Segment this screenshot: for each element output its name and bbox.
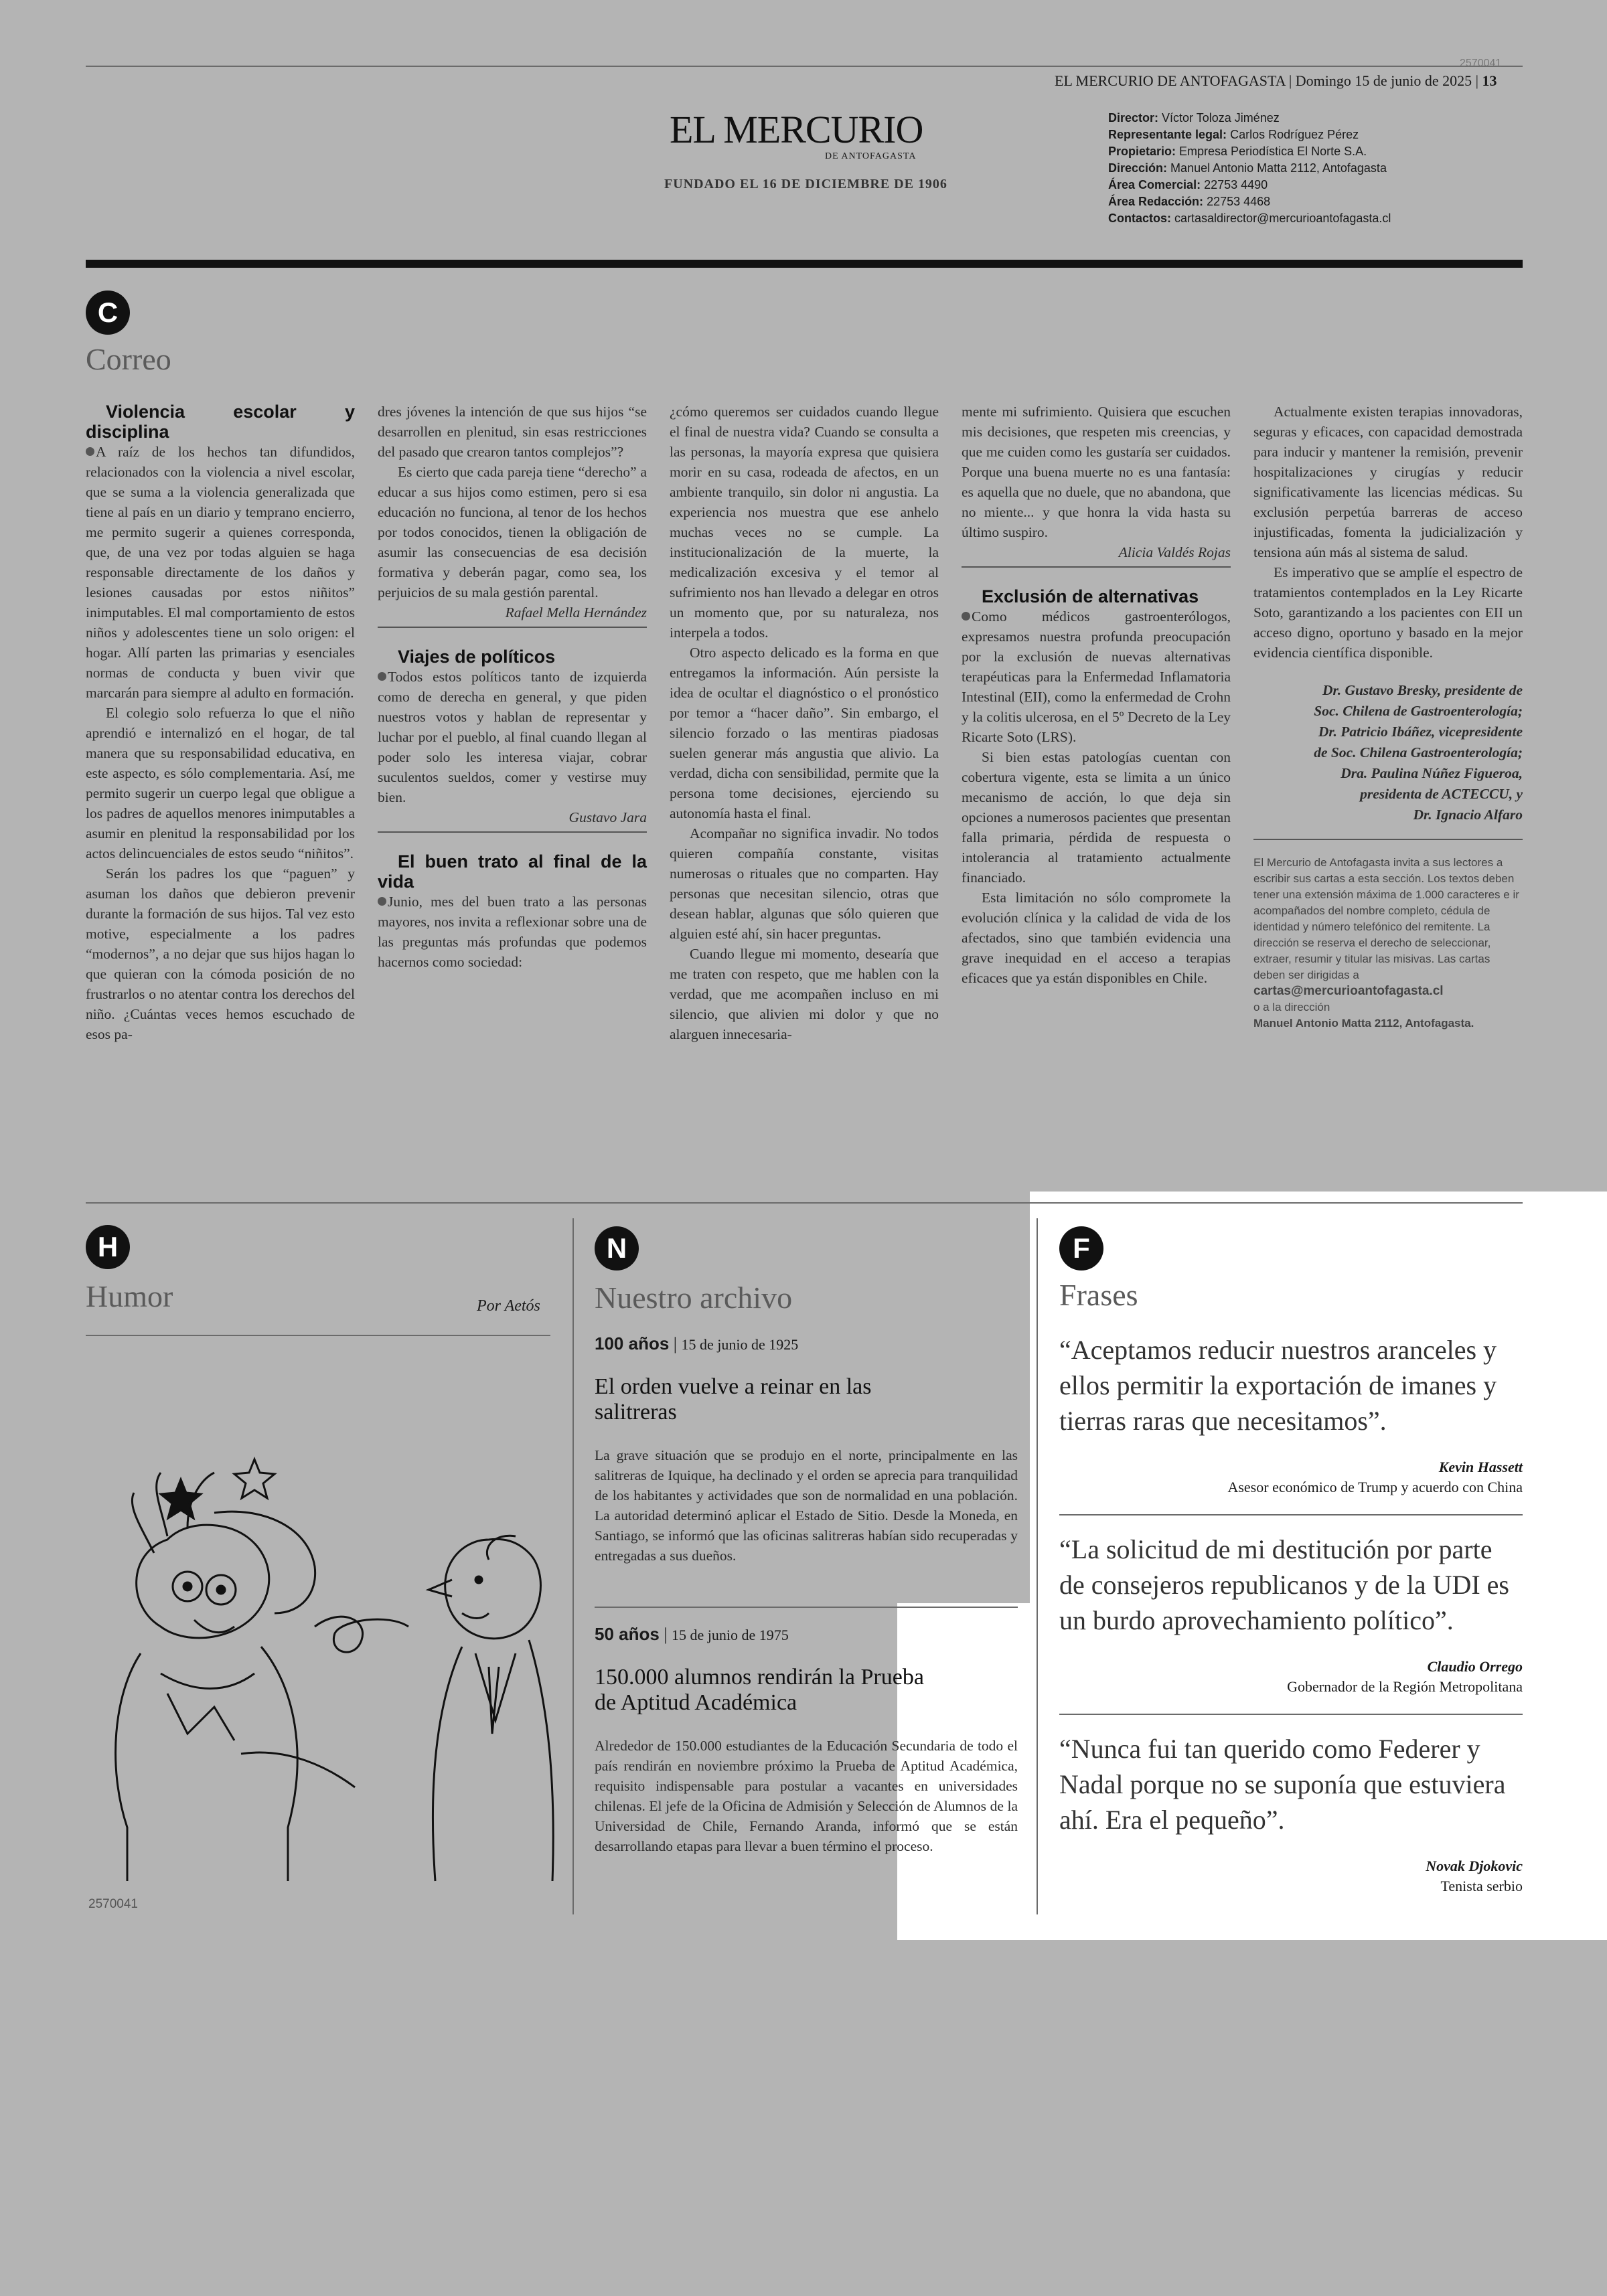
staff-director: Director: Víctor Toloza Jiménez [1108, 111, 1280, 125]
humor-byline: Por Aetós [477, 1297, 540, 1315]
archive-date: 50 años | 15 de junio de 1975 [595, 1624, 789, 1644]
correo-title: Correo [86, 342, 171, 376]
folio-page: 13 [1482, 72, 1497, 89]
letters-email[interactable]: cartas@mercurioantofagasta.cl [1253, 984, 1444, 998]
quote-block [1059, 1532, 1523, 1696]
staff-legal: Representante legal: Carlos Rodríguez Pérez [1108, 128, 1359, 141]
correo-col-2 [378, 402, 647, 972]
letter-paragraph: Es cierto que cada pareja tiene “derecho” a educar a sus hijos como estimen, pero si esa educación no funciona, al tenor de los hechos por todos conocidos, tienen la obligación de asumir las consecuencias de esa decisión formativa y deberán pagar, como sea, los perjuicios de su mala gestión parental. [378, 464, 647, 600]
masthead-founded: FUNDADO EL 16 DE DICIEMBRE DE 1906 [664, 177, 947, 191]
letter-paragraph: Como médicos gastroenterólogos, expresamos nuestra profunda preocupación por la exclusión de nuevas alternativas terapéuticas para la Enfermedad Inflamatoria Intestinal (EII), como la enfermedad de Crohn y la colitis ulcerosa, en el 5º Decreto de la Ley Ricarte Soto (LRS). [962, 608, 1231, 745]
quote-text: “Nunca fui tan querido como Federer y Nadal porque no se suponía que estuviera ahí. Era el pequeño”. [1059, 1734, 1506, 1835]
letter-signature: Alicia Valdés Rojas [1118, 544, 1231, 560]
letter-heading: El buen trato al final de la vida [378, 851, 647, 892]
humor-cartoon [87, 1453, 556, 1894]
staff-commercial: Área Comercial: 22753 4490 [1108, 178, 1268, 191]
quote-author: Novak Djokovic [1426, 1858, 1523, 1874]
frases-badge: F [1059, 1226, 1103, 1270]
bullet-icon [962, 612, 970, 621]
vertical-rule-2 [1037, 1218, 1038, 1914]
letter-signers: Dr. Gustavo Bresky, presidente de Soc. Chilena de Gastroenterología; Dr. Patricio Ibáñez, vicepresidente de Soc. Chilena Gastroenterología; Dra. Paulina Núñez Figueroa, presidenta de ACTECCU, y Dr. Ignacio Alfaro [1314, 682, 1523, 823]
quote-role: Asesor económico de Trump y acuerdo con China [1227, 1479, 1523, 1495]
staff-address: Dirección: Manuel Antonio Matta 2112, Antofagasta [1108, 161, 1387, 175]
correo-bottom-rule [86, 1202, 1523, 1204]
quote-author: Kevin Hassett [1438, 1459, 1523, 1475]
archive-divider [595, 1607, 1018, 1608]
letter-paragraph: A raíz de los hechos tan difundidos, relacionados con la violencia a nivel escolar, que se suma a la violencia generalizada que tiene al país en un diario y temprano encierro, me permito sugerir a quienes corresponda, que, de una vez por todas alguien se haga responsable directamente de los daños y lesiones causadas por estos niñitos” inimputables. El mal comportamiento de estos niños y adolescentes tiene un solo origen: el hogar. Allí parten las primarias y esenciales normas de conducta y buen vivir que marcarán para siempre al adulto en formación. [86, 444, 355, 701]
letter-paragraph: Otro aspecto delicado es la forma en que entregamos la información. Aún persiste la idea de ocultar el diagnóstico o el pronóstico por temor a “hacer daño”. Sin embargo, el silencio forzado o las mentiras piadosas suelen generar más angustia que alivio. La verdad, dicha con sensibilidad, permite que la persona tome decisiones, ejerciendo su autonomía hasta el final. [670, 645, 939, 821]
letter-paragraph: Todos estos políticos tanto de izquierda como de derecha en general, y que piden nuestros votos y hablan de representar y luchar por el pueblo, al final cuando llegan al poder solo les interesa viajar, cobrar suculentos sueldos, comer y vestirse muy bien. [378, 669, 647, 805]
letters-notice: El Mercurio de Antofagasta invita a sus lectores a escribir sus cartas a esta sección. Los textos deben tener una extensión máxima de 1.000 caracteres e ir acompañados del nombre completo, cédula de identidad y número telefónico del remitente. La dirección se reserva el derecho de seleccionar, extraer, resumir y titular las misivas. Las cartas deben ser dirigidas a cartas@mercurioantofagasta.cl o a la dirección Manuel Antonio Matta 2112, Antofagasta. [1253, 856, 1519, 1030]
bullet-icon [86, 447, 94, 456]
letter-paragraph: Actualmente existen terapias innovadoras, seguras y eficaces, con capacidad demostrada para inducir y mantener la remisión, prevenir hospitalizaciones y cirugías y reducir significativamente las licencias médicas. Su exclusión perpetúa barreras de acceso injustificadas, fomenta la judicialización y tensiona aún más al sistema de salud. [1253, 404, 1523, 560]
archive-date: 100 años | 15 de junio de 1925 [595, 1333, 799, 1354]
quote-divider [1059, 1714, 1523, 1715]
humor-title: Humor [86, 1279, 173, 1313]
quote-divider [1059, 1514, 1523, 1515]
bullet-icon [378, 672, 386, 681]
archive-body: Alrededor de 150.000 estudiantes de la Educación Secundaria de todo el país rendirán en noviembre próximo la Prueba de Aptitud Académica, requisito indispensable para postular a vacantes en universidades chilenas. El jefe de la Oficina de Admisión y Selección de Alumnos de la Universidad de Chile, Fernando Aranda, informó que se están desarrollando etapas para llevar a buen término el proceso. [595, 1738, 1018, 1854]
staff-owner: Propietario: Empresa Periodística El Norte S.A. [1108, 145, 1367, 158]
archive-item [595, 1624, 1018, 1856]
letter-paragraph: Junio, mes del buen trato a las personas mayores, nos invita a reflexionar sobre una de las preguntas más profundas que podemos hacernos como sociedad: [378, 894, 647, 970]
letter-paragraph: dres jóvenes la intención de que sus hijos “se desarrollen en plenitud, sin esas restricciones del pasado que crearon tantos complejos”? [378, 404, 647, 460]
letter-paragraph: Serán los padres los que “paguen” y asuman los daños que debieron prevenir durante la formación de sus hijos. Tal vez esto motive, especialmente a los padres “modernos”, a no dejar que sus hijos hagan lo que quieran con la cómoda posición de no frustrarlos o no atentar contra los derechos del niño. ¿Cuántas veces hemos escuchado de esos pa- [86, 866, 355, 1042]
correo-col-1 [86, 402, 355, 1044]
staff-newsroom: Área Redacción: 22753 4468 [1108, 195, 1271, 208]
bullet-icon [378, 897, 386, 906]
frases-title: Frases [1059, 1278, 1138, 1312]
letter-paragraph: mente mi sufrimiento. Quisiera que escuchen mis decisiones, que respeten mis creencias, y que me cuiden como les gustaría ser cuidados. Porque una buena muerte no es una fantasía: es aquella que no duele, que no abandona, que no miente... y que honra la vida hasta su último suspiro. [962, 404, 1231, 540]
letter-heading: Exclusión de alternativas [982, 586, 1199, 606]
letter-divider [1253, 839, 1523, 840]
archive-item [595, 1333, 1018, 1566]
top-rule [86, 66, 1523, 67]
quote-text: “La solicitud de mi destitución por parte de consejeros republicanos y de la UDI es un burdo aprovechamiento político”. [1059, 1534, 1509, 1635]
letter-paragraph: Cuando llegue mi momento, desearía que me traten con respeto, que me hablen con la verdad, que me acompañen incluso en mi silencio, que alivien mi dolor y que no alarguen innecesaria- [670, 946, 939, 1042]
letter-paragraph: Esta limitación no sólo compromete la evolución clínica y la calidad de vida de los afectados, sino que también evidencia una grave inequidad en el acceso a terapias eficaces que ya están disponibles en Chile. [962, 890, 1231, 986]
folio: EL MERCURIO DE ANTOFAGASTA | Domingo 15 de junio de 2025 | 13 [1055, 72, 1497, 89]
letter-heading: Violencia escolar y disciplina [86, 402, 355, 442]
letters-address: Manuel Antonio Matta 2112, Antofagasta. [1253, 1017, 1474, 1030]
masthead-subtitle: DE ANTOFAGASTA [825, 151, 917, 161]
letter-heading: Viajes de políticos [398, 647, 556, 667]
correo-col-4 [962, 402, 1231, 988]
quote-block [1059, 1731, 1523, 1895]
archive-body: La grave situación que se produjo en el norte, principalmente en las salitreras de Iquique, ha declinado y el orden se aprecia para tranquilidad de los habitantes y actividades que son de normalidad en una población. La autoridad determinó aplicar el Estado de Sitio. Desde la Moneda, en Santiago, se informó que las oficinas salitreras habían sido recuperadas y entregadas a sus dueños. [595, 1447, 1018, 1564]
letter-paragraph: El colegio solo refuerza lo que el niño aprendió e internalizó en el hogar, de tal manera que su responsabilidad educativa, en este aspecto, es sólo complementaria. Así, me permito sugerir un cuerpo legal que obligue a los padres de aquellos menores inimputables a asumir en plenitud la responsabilidad por los actos delincuenciales de estos seudo “niñitos”. [86, 705, 355, 862]
vertical-rule-1 [572, 1218, 574, 1914]
masthead-thick-rule [86, 260, 1523, 268]
archivo-badge: N [595, 1226, 639, 1270]
staff-contacts: Contactos: cartasaldirector@mercurioantofagasta.cl [1108, 212, 1391, 225]
letter-divider [378, 831, 647, 833]
quote-text: “Aceptamos reducir nuestros aranceles y ellos permitir la exportación de imanes y tierras raras que necesitamos”. [1059, 1335, 1497, 1436]
letter-divider [962, 566, 1231, 568]
quote-role: Gobernador de la Región Metropolitana [1287, 1678, 1523, 1695]
correo-badge: C [86, 291, 130, 335]
letter-signature: Rafael Mella Hernández [505, 604, 647, 621]
archive-headline: El orden vuelve a reinar en las salitreras [595, 1374, 872, 1424]
quote-block [1059, 1332, 1523, 1496]
folio-date: Domingo 15 de junio de 2025 [1295, 72, 1472, 89]
correo-col-3 [670, 402, 939, 1044]
humor-rule [86, 1335, 550, 1336]
humor-code: 2570041 [88, 1897, 138, 1911]
letter-paragraph: Acompañar no significa invadir. No todos quieren compañía constante, visitas numerosas o rituales que no comparten. Hay personas que necesitan silencio, otras que desean hablar, algunas que sólo quieren que alguien esté ahí, sin hacer preguntas. [670, 825, 939, 942]
archive-headline: 150.000 alumnos rendirán la Prueba de Aptitud Académica [595, 1665, 924, 1715]
masthead-title: EL MERCURIO [670, 108, 923, 151]
letter-divider [378, 627, 647, 628]
quote-role: Tenista serbio [1440, 1878, 1523, 1894]
archivo-title: Nuestro archivo [595, 1281, 793, 1315]
folio-paper: EL MERCURIO DE ANTOFAGASTA [1055, 72, 1286, 89]
letter-signature: Gustavo Jara [568, 809, 647, 825]
correo-col-5 [1253, 402, 1523, 1032]
letter-paragraph: Si bien estas patologías cuentan con cobertura vigente, esta se limita a un único mecanismo de acción, lo que deja sin opciones a numerosos pacientes que presentan falla primaria, pérdida de respuesta o intolerancia al tratamiento actualmente financiado. [962, 749, 1231, 886]
humor-badge: H [86, 1225, 130, 1269]
letter-paragraph: ¿cómo queremos ser cuidados cuando llegue el final de nuestra vida? Cuando se consulta a las personas, la mayoría expresa que quisiera morir en su casa, rodeada de afectos, en un ambiente tranquilo, sin dolor ni angustia. La experiencia nos muestra que ese anhelo muchas veces no se cumple. La institucionalización de la muerte, la medicalización excesiva y el temor al sufrimiento nos han llevado a delegar en otros un momento que, por su naturaleza, nos interpela a todos. [670, 404, 939, 641]
quote-author: Claudio Orrego [1427, 1658, 1523, 1675]
staff-list [1108, 110, 1391, 227]
letter-paragraph: Es imperativo que se amplíe el espectro de tratamientos contemplados en la Ley Ricarte Soto, garantizando a los pacientes con EII un acceso digno, oportuno y basado en la mejor evidencia científica disponible. [1253, 564, 1523, 661]
page-id-top: 2570041 [1460, 58, 1502, 69]
